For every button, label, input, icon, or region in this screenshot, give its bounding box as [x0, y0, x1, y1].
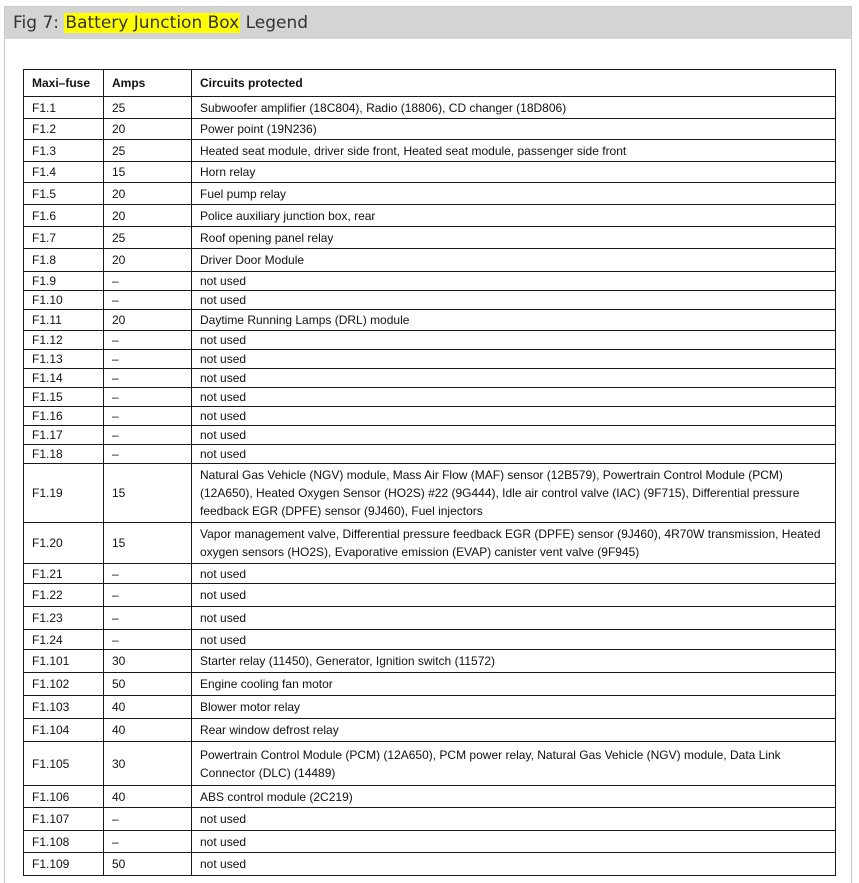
circuit-cell: Driver Door Module: [192, 249, 836, 272]
amps-cell: –: [104, 445, 192, 464]
table-row: [24, 97, 836, 119]
fuse-cell: F1.13: [24, 350, 104, 369]
circuit-cell: not used: [192, 584, 836, 607]
amps-cell: 25: [104, 140, 192, 162]
amps-cell: 25: [104, 227, 192, 249]
fuse-cell: F1.5: [24, 183, 104, 205]
table-row: [24, 407, 836, 426]
fuse-cell: F1.10: [24, 291, 104, 310]
table-row: [24, 291, 836, 310]
amps-cell: 40: [104, 786, 192, 808]
circuit-cell: Rear window defrost relay: [192, 719, 836, 742]
fuse-cell: F1.8: [24, 249, 104, 272]
table-row: [24, 650, 836, 673]
legend-body: [24, 97, 836, 876]
table-row: [24, 853, 836, 876]
legend-scan: [23, 69, 835, 876]
table-row: [24, 696, 836, 719]
table-row: [24, 464, 836, 523]
circuit-cell: Subwoofer amplifier (18C804), Radio (18806), CD changer (18D806): [192, 97, 836, 119]
circuit-cell: not used: [192, 388, 836, 407]
circuit-cell: not used: [192, 607, 836, 630]
circuit-cell: Police auxiliary junction box, rear: [192, 205, 836, 227]
fuse-cell: F1.102: [24, 673, 104, 696]
circuit-cell: not used: [192, 564, 836, 584]
circuit-cell: Vapor management valve, Differential pressure feedback EGR (DPFE) sensor (9J460), 4R70W transmission, Heated oxygen sensors (HO2S), Evaporative emission (EVAP) canister vent valve (9F945): [192, 523, 836, 564]
amps-cell: 20: [104, 249, 192, 272]
circuit-cell: not used: [192, 331, 836, 350]
header-fuse: Maxi–fuse: [24, 70, 104, 97]
circuit-cell: not used: [192, 272, 836, 291]
amps-cell: –: [104, 426, 192, 445]
fuse-cell: F1.16: [24, 407, 104, 426]
header-amps: Amps: [104, 70, 192, 97]
table-row: [24, 831, 836, 853]
fuse-cell: F1.3: [24, 140, 104, 162]
table-row: [24, 249, 836, 272]
circuit-cell: Roof opening panel relay: [192, 227, 836, 249]
amps-cell: 40: [104, 696, 192, 719]
fuse-cell: F1.24: [24, 630, 104, 650]
fuse-cell: F1.1: [24, 97, 104, 119]
fuse-cell: F1.12: [24, 331, 104, 350]
fuse-cell: F1.6: [24, 205, 104, 227]
circuit-cell: Daytime Running Lamps (DRL) module: [192, 310, 836, 331]
amps-cell: –: [104, 291, 192, 310]
fuse-cell: F1.9: [24, 272, 104, 291]
amps-cell: 25: [104, 97, 192, 119]
fuse-cell: F1.14: [24, 369, 104, 388]
circuit-cell: Heated seat module, driver side front, Heated seat module, passenger side front: [192, 140, 836, 162]
circuit-cell: not used: [192, 445, 836, 464]
caption-prefix: Fig 7:: [13, 13, 65, 33]
table-row: [24, 140, 836, 162]
table-row: [24, 162, 836, 183]
amps-cell: –: [104, 350, 192, 369]
fuse-cell: F1.22: [24, 584, 104, 607]
fuse-cell: F1.11: [24, 310, 104, 331]
fuse-cell: F1.7: [24, 227, 104, 249]
amps-cell: –: [104, 388, 192, 407]
fuse-cell: F1.109: [24, 853, 104, 876]
amps-cell: –: [104, 272, 192, 291]
table-row: [24, 310, 836, 331]
header-row: [24, 70, 836, 97]
circuit-cell: Blower motor relay: [192, 696, 836, 719]
table-row: [24, 227, 836, 249]
circuit-cell: Powertrain Control Module (PCM) (12A650), PCM power relay, Natural Gas Vehicle (NGV) module, Data Link Connector (DLC) (14489): [192, 742, 836, 786]
table-row: [24, 119, 836, 140]
amps-cell: 40: [104, 719, 192, 742]
fuse-cell: F1.4: [24, 162, 104, 183]
table-row: [24, 331, 836, 350]
circuit-cell: not used: [192, 808, 836, 831]
circuit-cell: not used: [192, 350, 836, 369]
amps-cell: 15: [104, 523, 192, 564]
amps-cell: –: [104, 407, 192, 426]
table-row: [24, 272, 836, 291]
table-row: [24, 673, 836, 696]
amps-cell: –: [104, 630, 192, 650]
circuit-cell: Horn relay: [192, 162, 836, 183]
fuse-cell: F1.101: [24, 650, 104, 673]
circuit-cell: not used: [192, 369, 836, 388]
amps-cell: 15: [104, 464, 192, 523]
circuit-cell: Starter relay (11450), Generator, Ignition switch (11572): [192, 650, 836, 673]
amps-cell: –: [104, 369, 192, 388]
table-row: [24, 564, 836, 584]
caption-suffix: Legend: [240, 13, 309, 33]
table-row: [24, 183, 836, 205]
circuit-cell: Power point (19N236): [192, 119, 836, 140]
table-row: [24, 607, 836, 630]
amps-cell: 20: [104, 310, 192, 331]
fuse-cell: F1.104: [24, 719, 104, 742]
amps-cell: –: [104, 607, 192, 630]
amps-cell: 20: [104, 183, 192, 205]
amps-cell: –: [104, 808, 192, 831]
amps-cell: 50: [104, 673, 192, 696]
legend-table: [23, 69, 836, 876]
amps-cell: 50: [104, 853, 192, 876]
table-row: [24, 369, 836, 388]
fuse-cell: F1.2: [24, 119, 104, 140]
fuse-cell: F1.107: [24, 808, 104, 831]
amps-cell: –: [104, 331, 192, 350]
figure-frame: [4, 6, 852, 883]
amps-cell: 20: [104, 119, 192, 140]
table-row: [24, 426, 836, 445]
fuse-cell: F1.23: [24, 607, 104, 630]
amps-cell: 20: [104, 205, 192, 227]
circuit-cell: Engine cooling fan motor: [192, 673, 836, 696]
amps-cell: 30: [104, 650, 192, 673]
fuse-cell: F1.21: [24, 564, 104, 584]
fuse-cell: F1.20: [24, 523, 104, 564]
circuit-cell: not used: [192, 291, 836, 310]
circuit-cell: not used: [192, 831, 836, 853]
circuit-cell: Natural Gas Vehicle (NGV) module, Mass Air Flow (MAF) sensor (12B579), Powertrain Control Module (PCM) (12A650), Heated Oxygen Sensor (HO2S) #22 (9G444), Idle air control valve (IAC) (9F715), Differential pressure feedback EGR (DPFE) sensor (9J460), Fuel injectors: [192, 464, 836, 523]
fuse-cell: F1.108: [24, 831, 104, 853]
circuit-cell: Fuel pump relay: [192, 183, 836, 205]
fuse-cell: F1.17: [24, 426, 104, 445]
table-row: [24, 719, 836, 742]
circuit-cell: not used: [192, 426, 836, 445]
table-row: [24, 445, 836, 464]
table-row: [24, 350, 836, 369]
table-row: [24, 523, 836, 564]
amps-cell: –: [104, 831, 192, 853]
circuit-cell: not used: [192, 853, 836, 876]
header-circuits: Circuits protected: [192, 70, 836, 97]
table-row: [24, 388, 836, 407]
table-row: [24, 808, 836, 831]
fuse-cell: F1.106: [24, 786, 104, 808]
circuit-cell: not used: [192, 407, 836, 426]
fuse-cell: F1.105: [24, 742, 104, 786]
table-row: [24, 205, 836, 227]
table-row: [24, 584, 836, 607]
table-row: [24, 630, 836, 650]
fuse-cell: F1.19: [24, 464, 104, 523]
fuse-cell: F1.103: [24, 696, 104, 719]
circuit-cell: ABS control module (2C219): [192, 786, 836, 808]
fuse-cell: F1.18: [24, 445, 104, 464]
figure-caption: [5, 7, 851, 39]
amps-cell: –: [104, 584, 192, 607]
fuse-cell: F1.15: [24, 388, 104, 407]
caption-highlight: Battery Junction Box: [65, 13, 240, 33]
table-row: [24, 786, 836, 808]
amps-cell: 15: [104, 162, 192, 183]
amps-cell: –: [104, 564, 192, 584]
circuit-cell: not used: [192, 630, 836, 650]
amps-cell: 30: [104, 742, 192, 786]
table-row: [24, 742, 836, 786]
